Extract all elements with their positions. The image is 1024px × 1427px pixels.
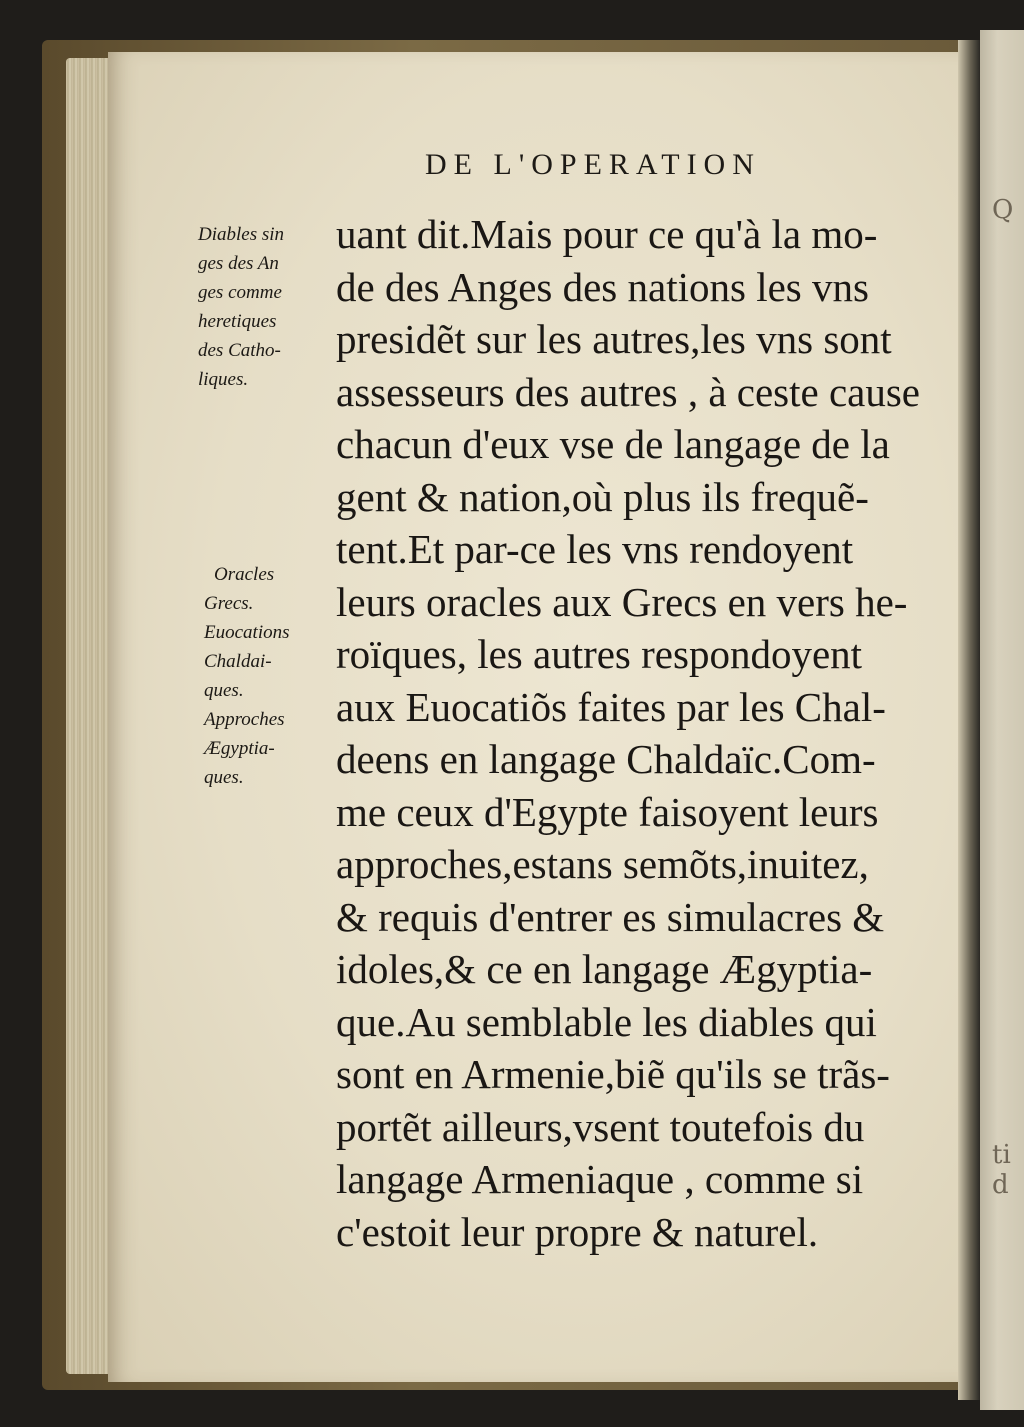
text-line: me ceux d'Egypte faisoyent leurs bbox=[336, 788, 879, 835]
text-line: uant dit.Mais pour ce qu'à la mo- bbox=[336, 211, 878, 257]
text-line: que.Au semblable les diables qui bbox=[336, 998, 877, 1045]
text-line: c'estoit leur propre & naturel. bbox=[336, 1208, 819, 1255]
text-line: gent & nation,où plus ils frequẽ- bbox=[336, 473, 869, 520]
marginal-note-line: liques. bbox=[198, 369, 249, 390]
marginal-note-line: ques. bbox=[204, 680, 244, 701]
text-line: portẽt ailleurs,vsent toutefois du bbox=[336, 1103, 865, 1150]
marginal-note-line: heretiques bbox=[198, 311, 277, 332]
marginal-note-line: ges des An bbox=[198, 253, 279, 274]
text-line: deens en langage Chaldaïc.Com- bbox=[336, 736, 876, 782]
text-line: roïques, les autres respondoyent bbox=[336, 631, 863, 677]
marginal-note-line: Approches bbox=[204, 709, 285, 730]
running-head: DE L'OPERATION bbox=[425, 148, 761, 181]
body-text bbox=[336, 208, 921, 1258]
marginal-note-line: ges comme bbox=[198, 282, 282, 303]
marginal-note-line: des Catho- bbox=[198, 340, 281, 361]
facing-page-mark: Q bbox=[992, 195, 1014, 225]
marginal-note-line: ques. bbox=[204, 767, 244, 788]
marginal-note-line: Diables sin bbox=[198, 224, 285, 245]
text-line: assesseurs des autres , à ceste cause bbox=[336, 368, 921, 415]
text-line: leurs oracles aux Grecs en vers he- bbox=[336, 578, 908, 625]
marginal-note-line: Euocations bbox=[204, 622, 290, 643]
text-line: presidẽt sur les autres,les vns sont bbox=[336, 316, 892, 362]
text-line: chacun d'eux vse de langage de la bbox=[336, 421, 890, 467]
marginal-note-oracles bbox=[204, 560, 290, 792]
facing-page-mark: ti bbox=[992, 1140, 1011, 1170]
text-line: aux Euocatiõs faites par les Chal- bbox=[336, 683, 886, 730]
text-line: approches,estans semõts,inuitez, bbox=[336, 841, 869, 887]
marginal-note-diables bbox=[198, 220, 284, 394]
text-line: idoles,& ce en langage Ægyptia- bbox=[336, 946, 873, 992]
facing-page-mark: d bbox=[992, 1170, 1009, 1200]
marginal-note-line: Chaldai- bbox=[204, 651, 272, 672]
text-line: tent.Et par-ce les vns rendoyent bbox=[336, 526, 854, 572]
text-line: langage Armeniaque , comme si bbox=[336, 1156, 864, 1202]
text-line: sont en Armenie,biẽ qu'ils se trãs- bbox=[336, 1051, 890, 1097]
text-line: de des Anges des nations les vns bbox=[336, 263, 869, 310]
marginal-note-line: Ægyptia- bbox=[204, 738, 275, 759]
marginal-note-line: Grecs. bbox=[204, 593, 254, 614]
gutter-shadow bbox=[958, 40, 980, 1400]
marginal-note-line: Oracles bbox=[214, 564, 275, 585]
text-line: & requis d'entrer es simulacres & bbox=[336, 893, 885, 940]
facing-page bbox=[980, 30, 1024, 1410]
